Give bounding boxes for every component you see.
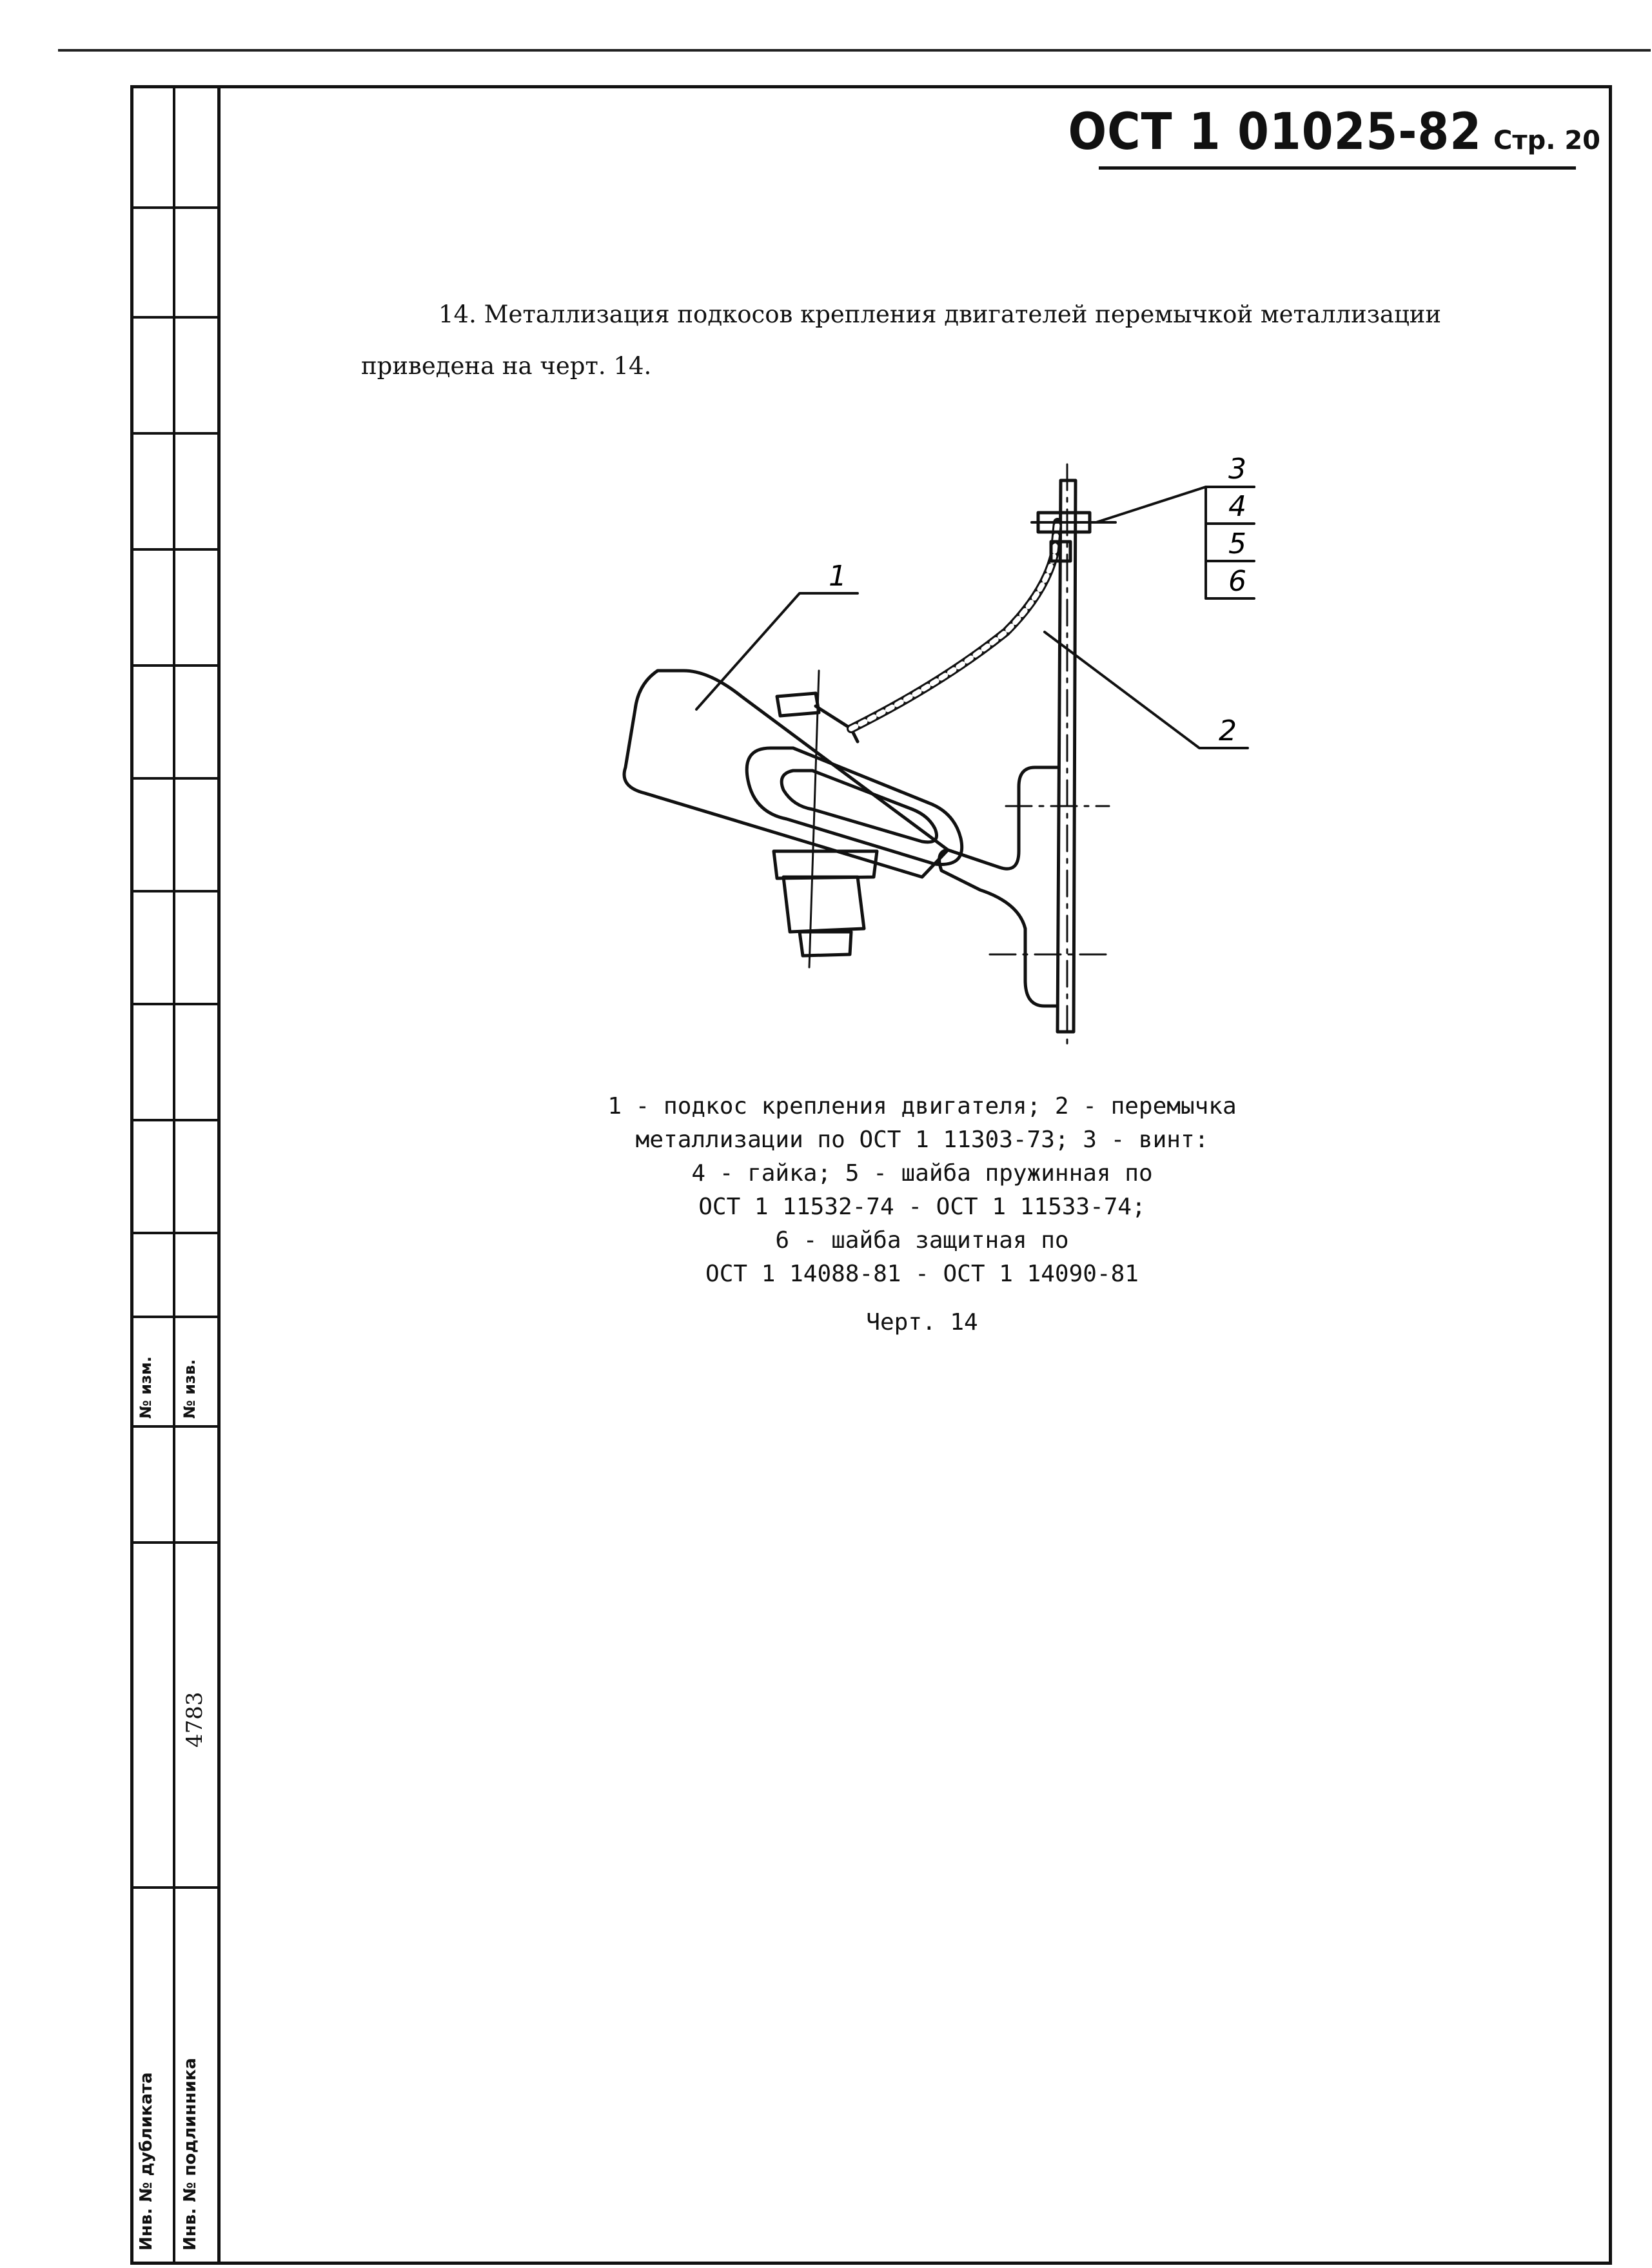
strut-eye-inner (782, 771, 936, 842)
metallization-jumper-braid (851, 522, 1057, 729)
notice-no-label: № изв. (181, 1359, 199, 1419)
metallization-jumper-outline (851, 522, 1057, 729)
callout-3: 3 (1228, 453, 1246, 486)
leader-1 (696, 593, 858, 709)
bolt-axis (809, 671, 819, 967)
caption-line: ОСТ 1 11532-74 - ОСТ 1 11533-74; (698, 1194, 1146, 1220)
upper-nut (777, 693, 819, 716)
standard-code: ОСТ 1 01025-82 (1068, 103, 1482, 161)
caption-line: 4 - гайка; 5 - шайба пружинная по (691, 1160, 1153, 1187)
page-number: Стр. 20 (1493, 126, 1600, 155)
paragraph-text: 14. Металлизация подкосов крепления двигателей перемычкой металлизации приведена на черт. 14. (361, 301, 1442, 380)
figure-caption (503, 1090, 1341, 1291)
lower-washer (774, 851, 877, 878)
callout-2: 2 (1219, 715, 1237, 747)
callout-5: 5 (1228, 528, 1246, 560)
lower-nut (783, 877, 864, 932)
inventory-number: 4783 (182, 1691, 208, 1748)
caption-line: ОСТ 1 14088-81 - ОСТ 1 14090-81 (705, 1261, 1139, 1287)
figure-label: Черт. 14 (866, 1309, 978, 1336)
duplicate-inventory-label: Инв. № дубликата (137, 2072, 156, 2251)
bracket-flange (939, 767, 1057, 1006)
callout-1: 1 (829, 560, 847, 593)
change-no-label: № изм. (137, 1356, 155, 1419)
lower-bolt-end (800, 932, 851, 956)
caption-line: 6 - шайба защитная по (775, 1227, 1069, 1254)
caption-line: металлизации по ОСТ 1 11303-73; 3 - винт: (635, 1127, 1209, 1153)
callout-4: 4 (1228, 490, 1246, 523)
original-inventory-label: Инв. № подлинника (181, 2058, 200, 2251)
callout-6: 6 (1228, 565, 1246, 598)
strut-eye-outer (747, 748, 961, 865)
caption-line: 1 - подкос крепления двигателя; 2 - перемычка (607, 1093, 1237, 1119)
